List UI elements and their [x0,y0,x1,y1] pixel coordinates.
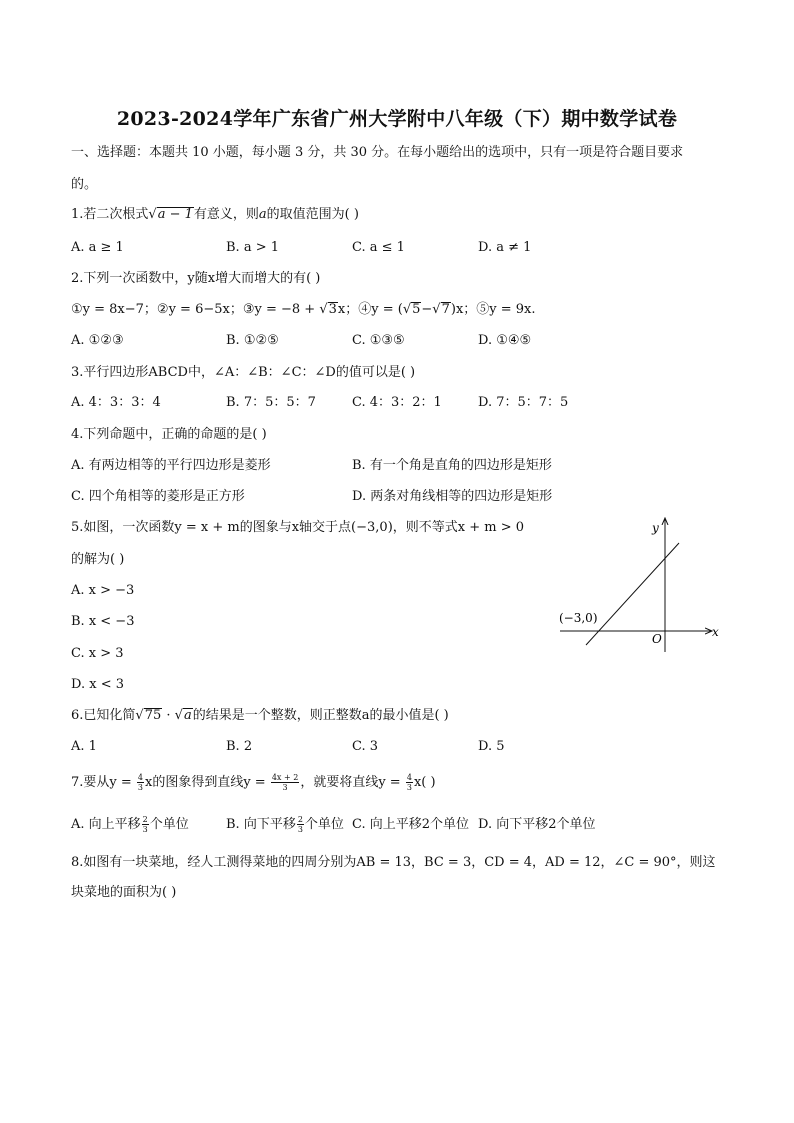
q5-option-b[interactable]: B. x < −3 [71,614,135,629]
question-3-stem: 3.平行四边形ABCD中，∠A：∠B：∠C：∠D的值可以是( ) [71,365,416,380]
q3-option-c[interactable]: C. 4：3：2：1 [352,395,442,410]
q5-option-c[interactable]: C. x > 3 [71,646,124,661]
q1-post-b: 的取值范围为( ) [266,207,359,222]
question-2-stem: 2.下列一次函数中，y随x增大而增大的有( ) [71,271,321,286]
y-axis-label: y [652,521,659,535]
q7-optA-num: 2 [142,815,148,824]
q2-rad1: 3 [328,302,337,317]
q6-option-a[interactable]: A. 1 [71,739,97,754]
q6-pre: 6.已知化简 [71,708,136,723]
question-1-stem [71,206,359,224]
q5-option-a[interactable]: A. x > −3 [71,583,135,598]
q6-post: 的结果是一个整数，则正整数a的最小值是( ) [192,708,449,723]
q7-frac3-den: 3 [406,783,412,792]
question-2-functions [71,301,536,319]
section-heading-line1: 一、选择题：本题共 10 小题，每小题 3 分，共 30 分。在每小题给出的选项中，只有一项是符合题目要求 [71,145,684,160]
q7-optA-frac [142,815,149,834]
q4-option-b[interactable]: B. 有一个角是直角的四边形是矩形 [352,458,552,473]
q7-frac3 [406,773,413,792]
x-axis-label: x [712,625,719,639]
q1-option-c[interactable]: C. a ≤ 1 [352,240,405,255]
q7-mid2: ，就要将直线y = [300,775,405,790]
q7-optA-pre: A. 向上平移 [71,817,141,832]
q2-f1b: x；④y = ( [337,302,403,317]
q6-option-c[interactable]: C. 3 [352,739,379,754]
q2-option-a[interactable]: A. ①②③ [71,333,124,348]
question-8-line1: 8.如图有一块菜地，经人工测得菜地的四周分别为AB = 13，BC = 3，CD = 4，AD = 12，∠C = 90°，则这 [71,855,716,870]
q7-optB-post: 个单位 [304,817,344,832]
sqrt-icon: √ [174,708,183,723]
q2-option-d[interactable]: D. ①④⑤ [478,333,532,348]
q7-frac2 [271,773,299,792]
q7-optB-num: 2 [297,815,303,824]
q7-pre: 7.要从y = [71,775,136,790]
q2-rad3: 7 [441,302,450,317]
point-label: (−3,0) [559,611,598,625]
q7-optB-pre: B. 向下平移 [226,817,296,832]
section-heading-line2: 的。 [71,177,98,192]
q1-option-a[interactable]: A. a ≥ 1 [71,240,124,255]
question-4-stem: 4.下列命题中，正确的命题的是( ) [71,427,267,442]
q6-rad2: a [183,708,192,723]
q7-option-b[interactable] [226,814,344,836]
q6-option-d[interactable]: D. 5 [478,739,505,754]
origin-label: O [652,632,662,646]
sqrt-icon: √ [432,302,441,317]
q7-option-c[interactable]: C. 向上平移2个单位 [352,817,470,832]
q1-radicand: a − 1 [157,207,193,222]
q7-option-a[interactable] [71,814,189,836]
question-5-stem-line1: 5.如图，一次函数y = x + m的图象与x轴交于点(−3,0)，则不等式x + m > 0 [71,520,525,535]
q7-optA-post: 个单位 [149,817,189,832]
sqrt-icon: √ [319,302,328,317]
q7-post: x( ) [413,775,436,790]
q1-post-a: 有意义，则 [193,207,259,222]
q2-f1: ①y = 8x−7；②y = 6−5x；③y = −8 + [71,302,320,317]
q7-optA-den: 3 [142,825,148,834]
question-7-stem [71,772,436,794]
q2-option-c[interactable]: C. ①③⑤ [352,333,405,348]
q6-option-b[interactable]: B. 2 [226,739,253,754]
sqrt-icon: √ [402,302,412,317]
q4-option-d[interactable]: D. 两条对角线相等的四边形是矩形 [352,489,553,504]
q7-frac1-den: 3 [137,783,143,792]
q7-optB-frac [297,815,304,834]
question-6-stem [71,707,449,725]
q4-option-a[interactable]: A. 有两边相等的平行四边形是菱形 [71,458,271,473]
q3-option-a[interactable]: A. 4：3：3：4 [71,395,161,410]
q1-var: a [258,207,267,222]
q7-frac3-num: 4 [406,773,412,782]
q2-option-b[interactable]: B. ①②⑤ [226,333,279,348]
q7-frac2-num: 4x + 2 [271,773,299,782]
q2-rad2: 5 [412,302,421,317]
sqrt-icon: √ [148,207,157,222]
q3-option-b[interactable]: B. 7：5：5：7 [226,395,316,410]
question-5-stem-line2: 的解为( ) [71,552,125,567]
q1-option-d[interactable]: D. a ≠ 1 [478,240,532,255]
q7-optB-den: 3 [297,825,303,834]
q1-option-b[interactable]: B. a > 1 [226,240,279,255]
q5-graph [552,512,728,660]
q1-pre: 1.若二次根式 [71,207,149,222]
q2-f1d: )x；⑤y = 9x. [450,302,536,317]
q7-frac1 [137,773,144,792]
q7-option-d[interactable]: D. 向下平移2个单位 [478,817,596,832]
q6-rad1: 75 [144,708,162,723]
question-8-line2: 块菜地的面积为( ) [71,885,177,900]
exam-title: 2023-2024学年广东省广州大学附中八年级（下）期中数学试卷 [116,108,678,130]
q7-mid1: x的图象得到直线y = [145,775,270,790]
q7-frac1-num: 4 [137,773,143,782]
q5-option-d[interactable]: D. x < 3 [71,677,124,692]
q2-f1c: − [421,302,433,317]
q7-frac2-den: 3 [282,783,288,792]
sqrt-icon: √ [135,708,144,723]
q6-mid: · [162,708,175,723]
q3-option-d[interactable]: D. 7：5：7：5 [478,395,569,410]
q4-option-c[interactable]: C. 四个角相等的菱形是正方形 [71,489,245,504]
